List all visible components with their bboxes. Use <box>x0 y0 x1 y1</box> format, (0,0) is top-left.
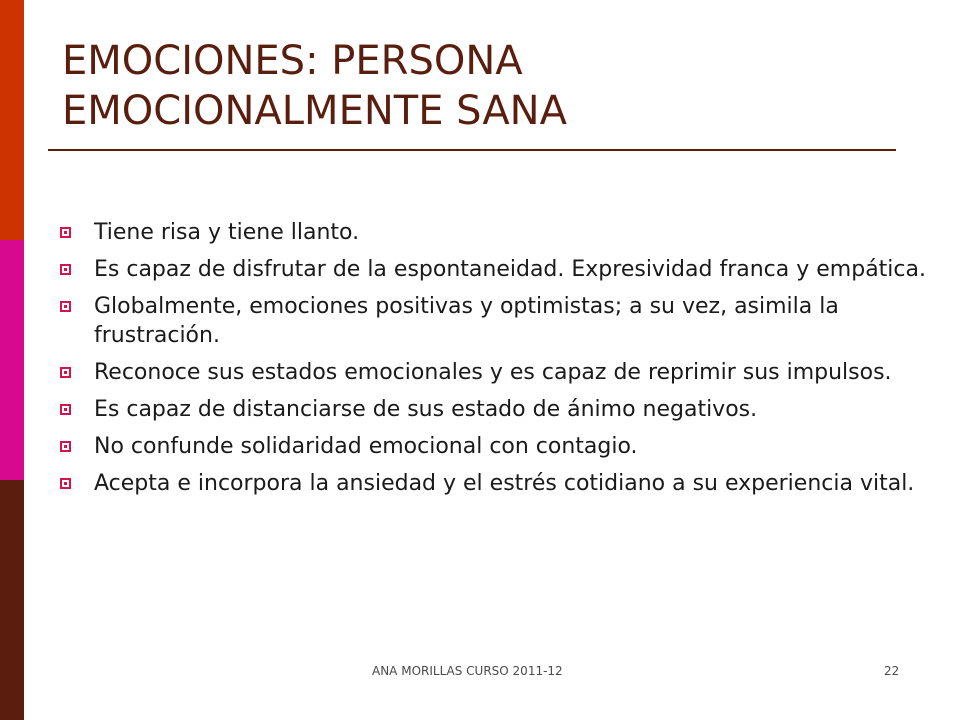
bullet-item <box>58 469 943 498</box>
bullet-text: Tiene risa y tiene llanto. <box>94 220 360 245</box>
square-bullet-icon <box>60 264 71 275</box>
bullet-item <box>58 432 943 461</box>
side-bar-magenta <box>0 240 24 480</box>
side-bar-brown <box>0 480 24 720</box>
square-bullet-icon <box>60 227 71 238</box>
bullet-item <box>58 218 943 247</box>
bullet-text: Reconoce sus estados emocionales y es capaz de reprimir sus impulsos. <box>94 360 892 385</box>
bullet-list <box>58 218 943 506</box>
bullet-item <box>58 358 943 387</box>
side-bar-orange <box>0 0 24 240</box>
square-bullet-icon <box>60 367 71 378</box>
bullet-text: Es capaz de distanciarse de sus estado de ánimo negativos. <box>94 397 758 422</box>
bullet-text: Acepta e incorpora la ansiedad y el estrés cotidiano a su experiencia vital. <box>94 471 915 496</box>
bullet-text: Es capaz de disfrutar de la espontaneidad. Expresividad franca y empática. <box>94 257 926 282</box>
square-bullet-icon <box>60 441 71 452</box>
square-bullet-icon <box>60 404 71 415</box>
slide-title: EMOCIONES: PERSONA EMOCIONALMENTE SANA <box>62 38 567 134</box>
bullet-item <box>58 395 943 424</box>
title-underline <box>48 149 896 151</box>
square-bullet-icon <box>60 301 71 312</box>
bullet-item <box>58 292 943 350</box>
footer-text: ANA MORILLAS CURSO 2011-12 <box>372 664 563 678</box>
bullet-text: Globalmente, emociones positivas y optimistas; a su vez, asimila la frustración. <box>94 294 839 348</box>
square-bullet-icon <box>60 478 71 489</box>
bullet-text: No confunde solidaridad emocional con contagio. <box>94 434 638 459</box>
page-number: 22 <box>884 664 900 678</box>
bullet-item <box>58 255 943 284</box>
